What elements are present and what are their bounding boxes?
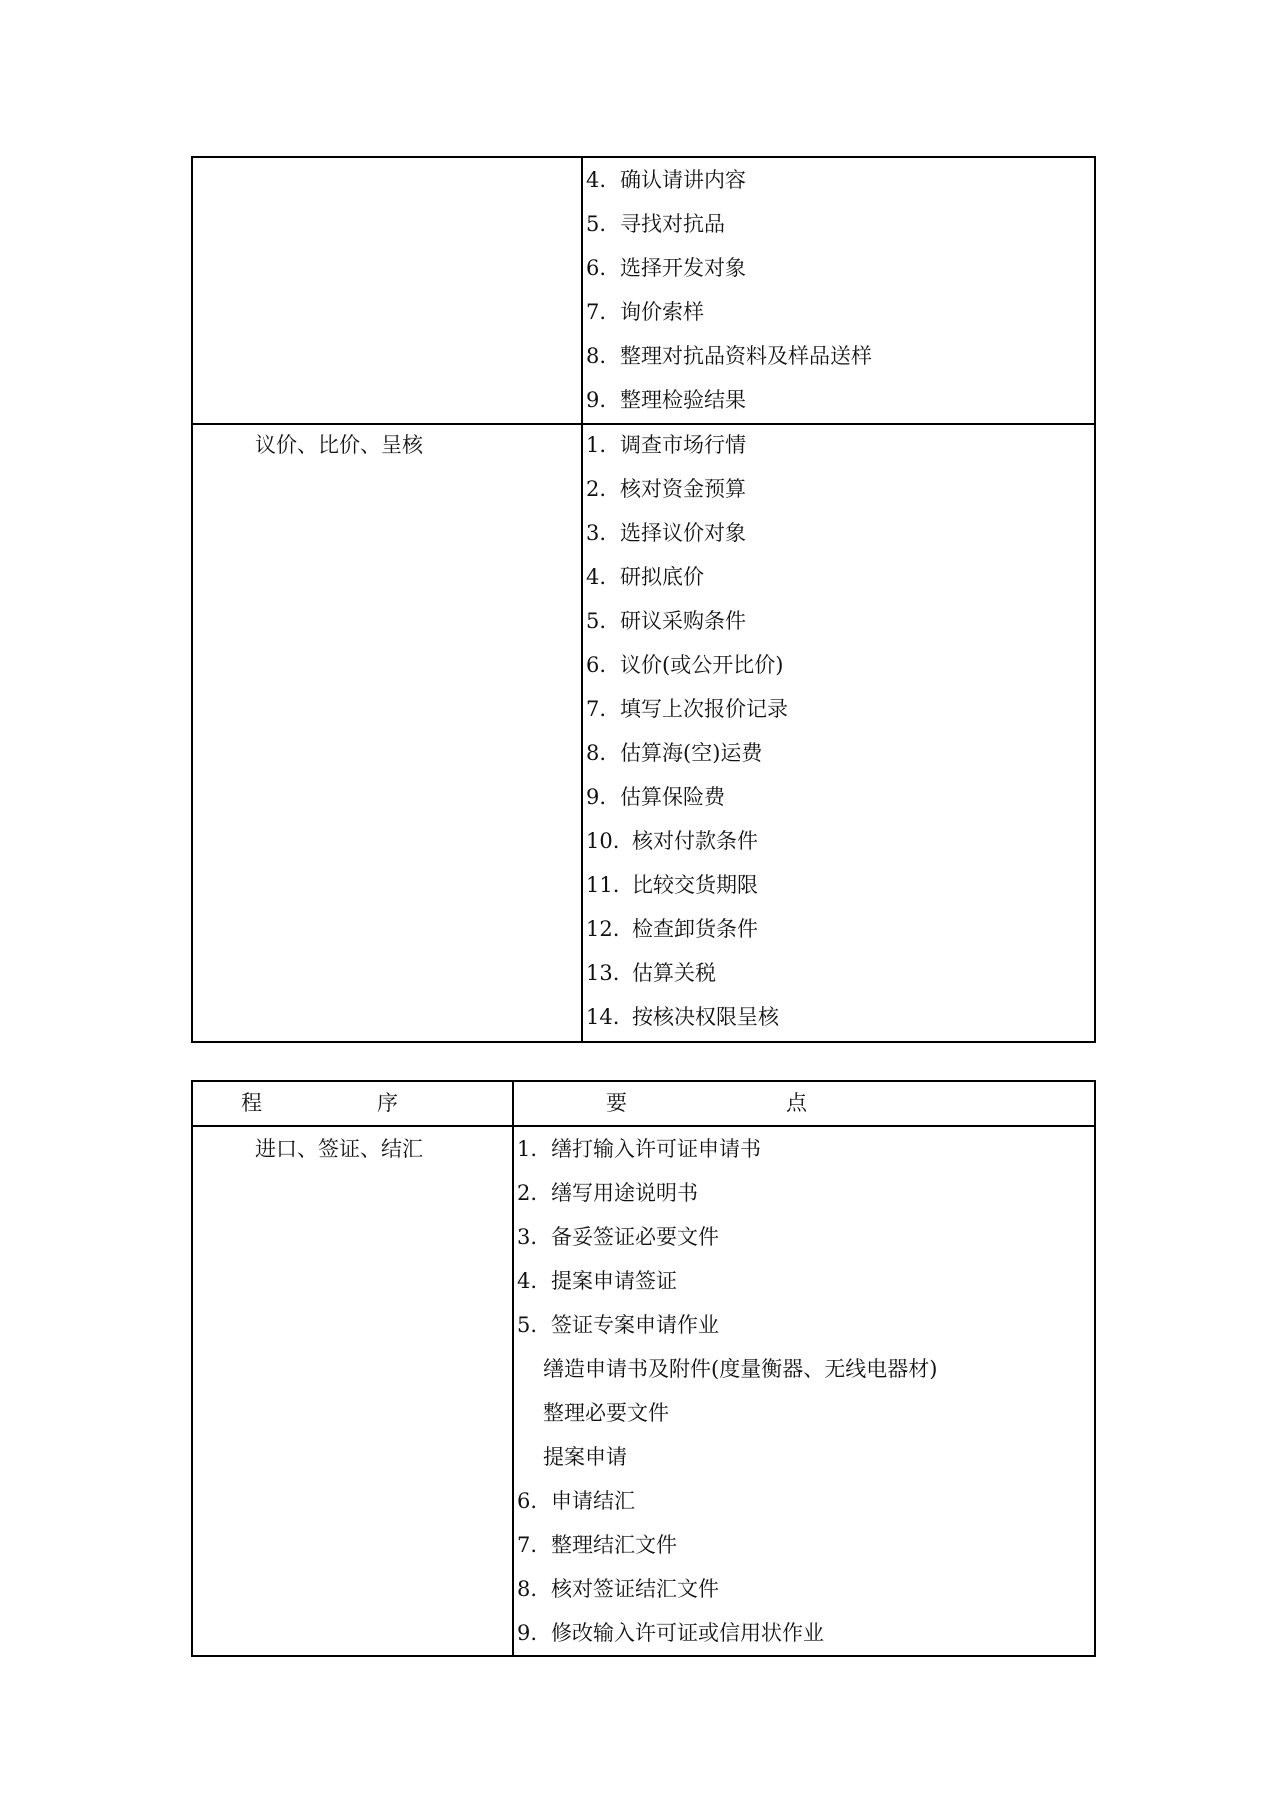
item-text: 缮造申请书及附件(度量衡器、无线电器材) (543, 1357, 938, 1381)
item-text: 填写上次报价记录 (620, 697, 788, 721)
list-item (586, 378, 872, 422)
item-text: 备妥签证必要文件 (551, 1225, 719, 1249)
list-item (586, 202, 872, 246)
item-number: 9. (586, 785, 607, 809)
item-number: 6. (517, 1489, 538, 1513)
item-text: 核对签证结汇文件 (551, 1577, 719, 1601)
column-divider (512, 1082, 514, 1655)
item-number: 13. (586, 961, 620, 985)
item-number: 4. (586, 565, 607, 589)
item-number: 9. (586, 388, 607, 412)
list-item (586, 290, 872, 334)
procurement-table-1 (191, 156, 1096, 1043)
list-item (586, 599, 788, 643)
item-number: 2. (586, 477, 607, 501)
item-text: 提案申请签证 (551, 1269, 677, 1293)
item-number: 6. (586, 653, 607, 677)
list-item (586, 907, 788, 951)
list-item (586, 863, 788, 907)
item-number: 12. (586, 917, 620, 941)
list-item (586, 687, 788, 731)
item-text: 缮写用途说明书 (551, 1181, 698, 1205)
item-text: 确认请讲内容 (620, 168, 746, 192)
item-text: 选择议价对象 (620, 521, 746, 545)
item-number: 14. (586, 1005, 620, 1029)
list-item (586, 819, 788, 863)
item-text: 按核决权限呈核 (632, 1005, 779, 1029)
list-subitem (517, 1435, 937, 1479)
list-item (517, 1523, 937, 1567)
list-item (517, 1479, 937, 1523)
item-number: 10. (586, 829, 620, 853)
item-text: 选择开发对象 (620, 256, 746, 280)
item-number: 11. (586, 873, 620, 897)
list-item (517, 1127, 937, 1171)
item-text: 整理必要文件 (543, 1401, 669, 1425)
item-text: 申请结汇 (551, 1489, 635, 1513)
list-subitem (517, 1391, 937, 1435)
item-number: 4. (586, 168, 607, 192)
list-item (517, 1303, 937, 1347)
item-text: 整理检验结果 (620, 388, 746, 412)
list-item (586, 555, 788, 599)
header-points-char-2: 点 (786, 1091, 807, 1115)
item-number: 8. (586, 741, 607, 765)
item-number: 4. (517, 1269, 538, 1293)
item-number: 5. (586, 609, 607, 633)
item-text: 研拟底价 (620, 565, 704, 589)
header-points-char-1: 要 (606, 1091, 627, 1115)
header-procedure-char-1: 程 (241, 1091, 262, 1115)
item-number: 1. (586, 433, 607, 457)
list-item (517, 1171, 937, 1215)
list-item (586, 158, 872, 202)
item-number: 9. (517, 1621, 538, 1645)
list-item (586, 334, 872, 378)
item-number: 8. (517, 1577, 538, 1601)
item-text: 研议采购条件 (620, 609, 746, 633)
item-text: 整理结汇文件 (551, 1533, 677, 1557)
list-item (517, 1259, 937, 1303)
list-item (586, 731, 788, 775)
import-points-list (517, 1127, 937, 1655)
list-item (517, 1567, 937, 1611)
item-text: 提案申请 (543, 1445, 627, 1469)
item-number: 1. (517, 1137, 538, 1161)
item-text: 缮打输入许可证申请书 (551, 1137, 761, 1161)
list-item (586, 951, 788, 995)
item-number: 8. (586, 344, 607, 368)
list-item (586, 643, 788, 687)
item-number: 2. (517, 1181, 538, 1205)
item-text: 寻找对抗品 (620, 212, 725, 236)
item-number: 7. (586, 300, 607, 324)
procurement-table-2 (191, 1080, 1096, 1657)
list-item (586, 423, 788, 467)
item-number: 6. (586, 256, 607, 280)
top-points-list (586, 158, 872, 422)
item-text: 估算保险费 (620, 785, 725, 809)
item-number: 7. (517, 1533, 538, 1557)
item-number: 7. (586, 697, 607, 721)
item-text: 核对资金预算 (620, 477, 746, 501)
item-text: 检查卸货条件 (632, 917, 758, 941)
item-number: 5. (517, 1313, 538, 1337)
item-text: 估算关税 (632, 961, 716, 985)
list-item (586, 246, 872, 290)
item-number: 3. (517, 1225, 538, 1249)
item-text: 询价索样 (620, 300, 704, 324)
item-text: 整理对抗品资料及样品送样 (620, 344, 872, 368)
procedure-label-import: 进口、签证、结汇 (255, 1137, 423, 1161)
item-text: 估算海(空)运费 (620, 741, 763, 765)
bottom-points-list (586, 423, 788, 1039)
item-text: 议价(或公开比价) (620, 653, 784, 677)
item-text: 签证专案申请作业 (551, 1313, 719, 1337)
list-item (586, 467, 788, 511)
item-text: 修改输入许可证或信用状作业 (551, 1621, 824, 1645)
item-text: 核对付款条件 (632, 829, 758, 853)
item-text: 调查市场行情 (620, 433, 746, 457)
column-divider (581, 158, 583, 1041)
header-procedure-char-2: 序 (377, 1091, 398, 1115)
item-number: 5. (586, 212, 607, 236)
list-subitem (517, 1347, 937, 1391)
list-item (586, 775, 788, 819)
list-item (517, 1611, 937, 1655)
item-number: 3. (586, 521, 607, 545)
item-text: 比较交货期限 (632, 873, 758, 897)
list-item (586, 511, 788, 555)
list-item (586, 995, 788, 1039)
list-item (517, 1215, 937, 1259)
procedure-label-negotiation: 议价、比价、呈核 (255, 433, 423, 457)
